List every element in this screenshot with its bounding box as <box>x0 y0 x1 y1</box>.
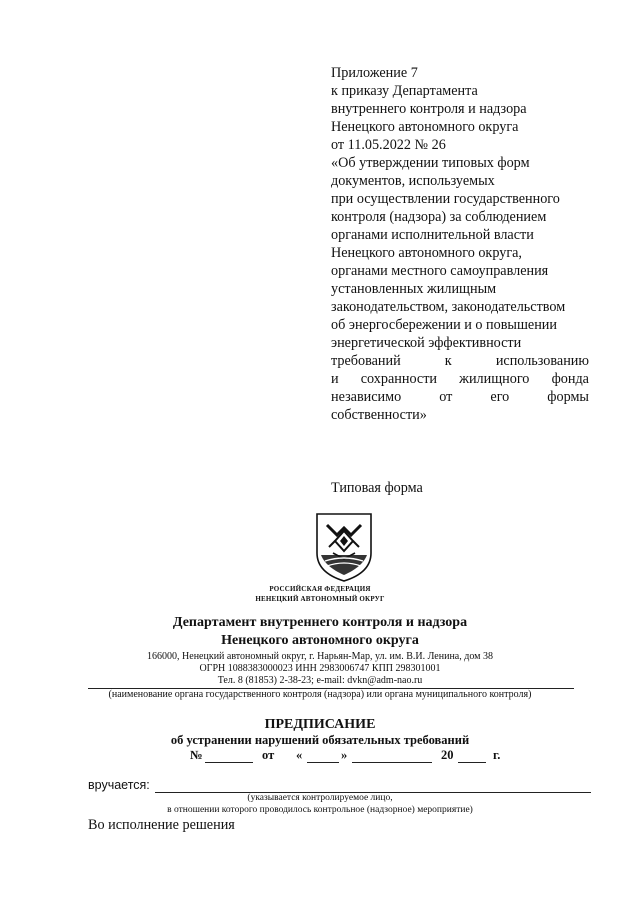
annex-word: использованию <box>495 353 589 369</box>
annex-word: к <box>444 353 452 369</box>
form-type-label: Типовая форма <box>331 480 423 496</box>
annex-word: жилищного <box>459 371 530 387</box>
close-quote: » <box>341 748 348 762</box>
month-blank[interactable] <box>352 750 432 763</box>
annex-line: «Об утверждении типовых форм <box>331 155 530 171</box>
department-name: Департамент внутреннего контроля и надзора <box>172 615 468 630</box>
annex-line: к приказу Департамента <box>331 83 478 99</box>
date-from-label: от <box>262 748 275 762</box>
annex-block <box>331 64 589 424</box>
annex-word: требований <box>331 353 401 369</box>
country-label: РОССИЙСКАЯ ФЕДЕРАЦИЯ <box>269 585 371 593</box>
address-line: 166000, Ненецкий автономный округ, г. Нарьян-Мар, ул. им. В.И. Ленина, дом 38 <box>147 651 493 662</box>
annex-line: собственности» <box>331 407 427 423</box>
annex-justified-line <box>331 370 589 388</box>
number-label: № <box>190 748 203 762</box>
annex-line: Приложение 7 <box>331 65 418 81</box>
registration-ids: ОГРН 1088383000023 ИНН 2983006747 КПП 298301001 <box>199 663 441 674</box>
recipient-label: вручается: <box>88 778 150 792</box>
annex-line: законодательством, законодательством <box>331 299 566 315</box>
annex-line: контроля (надзора) за соблюдением <box>331 209 547 225</box>
annex-line: внутреннего контроля и надзора <box>331 101 527 117</box>
body-paragraph-start: Во исполнение решения <box>88 817 235 833</box>
department-region: Ненецкого автономного округа <box>221 633 419 648</box>
open-quote: « <box>296 748 303 762</box>
contacts-line: Тел. 8 (81853) 2-38-23; e-mail: dvkn@adm-nao.ru <box>217 675 423 686</box>
annex-word: сохранности <box>360 371 437 387</box>
annex-justified-line <box>331 352 589 370</box>
recipient-hint-1: (указывается контролируемое лицо, <box>247 793 393 803</box>
annex-word: фонда <box>551 371 589 387</box>
annex-line: от 11.05.2022 № 26 <box>331 137 446 153</box>
annex-justified-line <box>331 388 589 406</box>
annex-word: и <box>331 371 339 387</box>
annex-line: органами местного самоуправления <box>331 263 549 279</box>
annex-line: установленных жилищным <box>331 281 497 297</box>
year-prefix: 20 <box>441 748 454 762</box>
annex-line: об энергосбережении и о повышении <box>331 317 557 333</box>
number-blank[interactable] <box>205 750 253 763</box>
day-blank[interactable] <box>307 750 339 763</box>
nao-coat-of-arms-icon <box>313 511 375 583</box>
annex-line: документов, используемых <box>331 173 495 189</box>
annex-line: Ненецкого автономного округа, <box>331 245 522 261</box>
annex-word: от <box>439 389 453 405</box>
annex-line: Ненецкого автономного округа <box>331 119 519 135</box>
annex-word: формы <box>547 389 589 405</box>
annex-word: его <box>490 389 510 405</box>
document-title: ПРЕДПИСАНИЕ <box>264 717 376 732</box>
region-label: НЕНЕЦКИЙ АВТОНОМНЫЙ ОКРУГ <box>255 595 385 603</box>
recipient-hint-2: в отношении которого проводилось контрольное (надзорное) мероприятие) <box>167 805 473 815</box>
annex-line: энергетической эффективности <box>331 335 522 351</box>
year-blank[interactable] <box>458 750 486 763</box>
annex-line: при осуществлении государственного <box>331 191 560 207</box>
year-suffix: г. <box>493 748 501 762</box>
annex-line: органами исполнительной власти <box>331 227 534 243</box>
authority-caption: (наименование органа государственного контроля (надзора) или органа муниципального контроля) <box>108 689 532 700</box>
annex-word: независимо <box>331 389 402 405</box>
document-subtitle: об устранении нарушений обязательных требований <box>170 733 470 747</box>
